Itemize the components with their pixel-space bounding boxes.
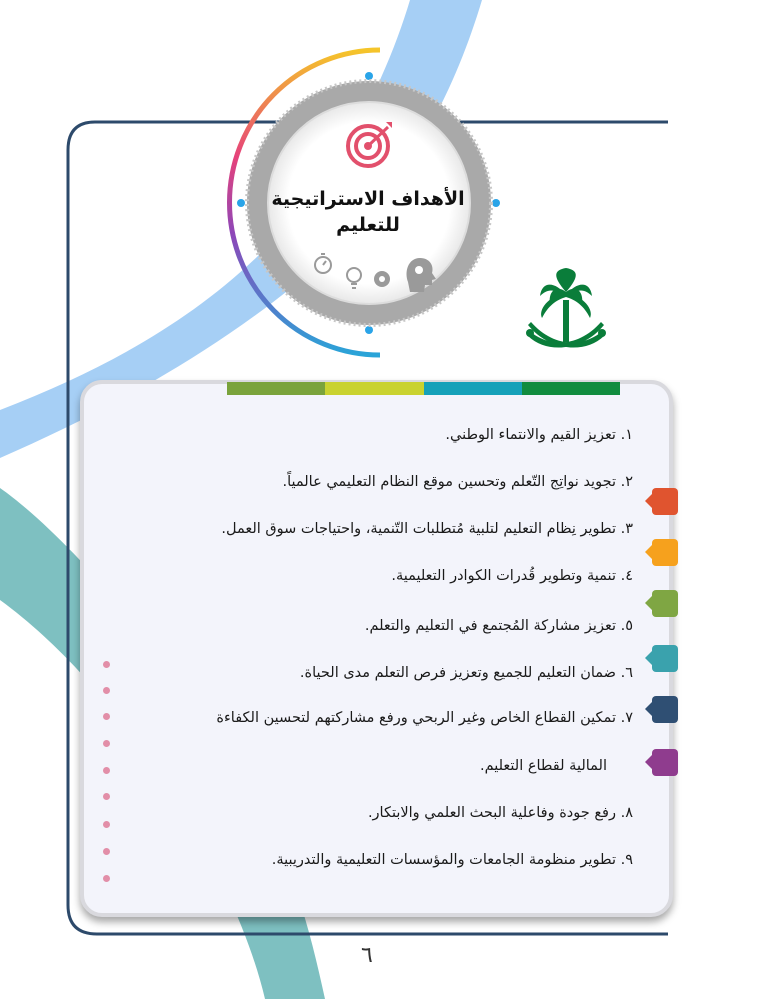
decor-dot	[103, 848, 110, 855]
page-number: ٦	[361, 943, 373, 968]
decor-dot	[103, 661, 110, 668]
goal-item-1: ١. تعزيز القيم والانتماء الوطني.	[445, 427, 633, 443]
goal-item-6: ٦. ضمان التعليم للجميع وتعزيز فرص التعلم مدى الحياة.	[299, 665, 633, 681]
decor-dot	[103, 687, 110, 694]
side-tab-orange	[652, 539, 678, 566]
decor-dot	[103, 767, 110, 774]
goal-item-8: ٨. رفع جودة وفاعلية البحث العلمي والابتكار.	[367, 805, 633, 821]
decor-dot	[103, 875, 110, 882]
arc-dot	[365, 72, 373, 80]
title-line-2: للتعليم	[336, 214, 400, 236]
arc-dot	[365, 326, 373, 334]
color-strip	[227, 382, 620, 395]
goal-item-4: ٤. تنمية وتطوير قُدرات الكوادر التعليمية.	[391, 568, 633, 584]
goal-item-7: ٧. تمكين القطاع الخاص وغير الربحي ورفع مشاركتهم لتحسين الكفاءة	[216, 710, 633, 726]
gear-icon	[374, 271, 390, 287]
decor-dot	[103, 821, 110, 828]
arc-dot	[237, 199, 245, 207]
side-tab-purple	[652, 749, 678, 776]
decor-dot	[103, 740, 110, 747]
saudi-emblem-icon	[526, 268, 606, 348]
side-tab-navy	[652, 696, 678, 723]
side-tab-teal	[652, 645, 678, 672]
decor-dot	[103, 713, 110, 720]
title-line-1: الأهداف الاستراتيجية	[271, 188, 465, 210]
strip-teal	[424, 382, 522, 395]
arc-dot	[492, 199, 500, 207]
decor-dot	[103, 793, 110, 800]
side-tab-orange-red	[652, 488, 678, 515]
strip-green	[227, 382, 325, 395]
goals-card	[80, 380, 673, 917]
goal-item-9: ٩. تطوير منظومة الجامعات والمؤسسات التعليمية والتدريبية.	[271, 852, 633, 868]
goal-item-3: ٣. تطوير نِظام التعليم لتلبية مُتطلبات التّنمية، واحتياجات سوق العمل.	[221, 521, 633, 537]
strip-dark-green	[522, 382, 620, 395]
page-title	[268, 186, 468, 238]
side-tab-green	[652, 590, 678, 617]
goal-item-2: ٢. تجويد نواتِج التّعلم وتحسين موقع النظام التعليمي عالمياً.	[282, 474, 633, 490]
strip-lime	[325, 382, 423, 395]
goal-item-5: ٥. تعزيز مشاركة المُجتمع في التعليم والتعلم.	[364, 618, 633, 634]
goal-item-7-continued: المالية لقطاع التعليم.	[479, 758, 607, 774]
